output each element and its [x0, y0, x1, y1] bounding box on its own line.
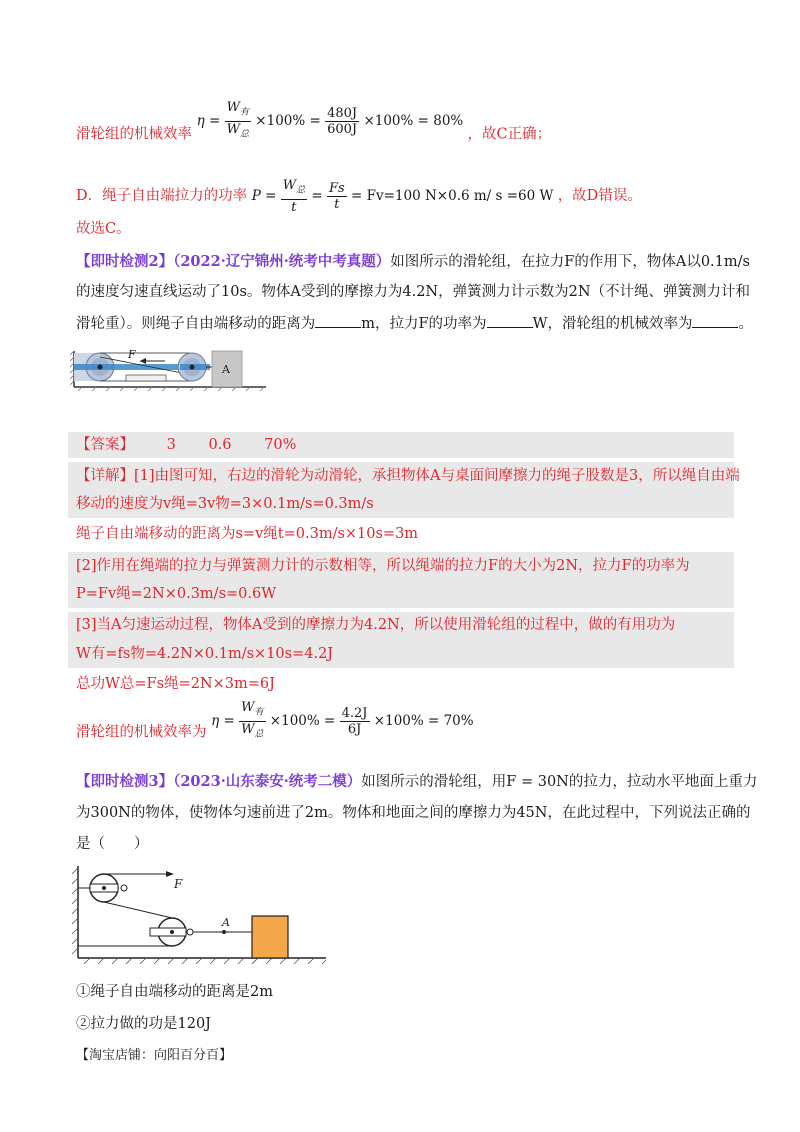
efficiency-line-1: 滑轮组的机械效率 η = $\frac{W_有}{W_总}$ ×100% = $\frac{480J}{600J}$ ×100% = 80% ，故C正确；: [76, 100, 552, 143]
option-d-line: D．绳子自由端拉力的功率 P = $\frac{W_总}{t}$ = $\frac{Fs}{t}$ = Fv=100 N×0.6 m/ s =60 W ，故D错误。: [76, 178, 642, 215]
moving-pulley-axle: [190, 365, 195, 370]
answer-2: 0.6: [208, 437, 232, 453]
q2-line-3: 滑轮重）。则绳子自由端移动的距离为 m，拉力F的功率为 W，滑轮组的机械效率为 。: [76, 313, 753, 334]
ground-hatch: [84, 958, 326, 964]
point-a: [222, 930, 226, 934]
fixed-pulley-axle: [102, 886, 106, 890]
q3-source: （2023·山东泰安·统考二模）: [173, 773, 362, 790]
fraction-w-t: $\frac{W_总}{t}$: [282, 178, 306, 215]
fixed-hook: [121, 885, 127, 891]
q3-line-1: 【即时检测3】（2023·山东泰安·统考二模）如图所示的滑轮组，用F = 30N的拉力，拉动水平地面上重力: [76, 773, 758, 790]
detail-line-2: 移动的速度为v绳=3v物=3×0.1m/s=0.3m/s: [76, 496, 374, 512]
force-arrow-head: [140, 358, 146, 364]
q3-tag: 【即时检测3】: [76, 773, 174, 790]
blank-2: [487, 313, 533, 328]
object-block: [252, 916, 288, 958]
answer-3: 70%: [264, 437, 297, 453]
detail-line-6: [3]当A匀速运动过程，物体A受到的摩擦力为4.2N，所以使用滑轮组的过程中，做的有用功为: [76, 617, 676, 633]
q3-line-2: 为300N的物体，使物体匀速前进了2m。物体和地面之间的摩擦力为45N，在此过程中，下列说法正确的: [76, 805, 751, 821]
detail-line-8: 总功W总=Fs绳=2N×3m=6J: [76, 676, 275, 692]
answer-line: 【答案】 3 0.6 70%: [76, 437, 297, 453]
choose-line: 故选C。: [76, 221, 131, 237]
force-arrow-head: [166, 871, 174, 877]
point-a-label: A: [222, 916, 230, 929]
block-a-label: A: [222, 363, 230, 376]
footer-shop: 【淘宝店铺：向阳百分百】: [76, 1048, 233, 1063]
answer-1: 3: [166, 437, 176, 453]
moving-pulley-axle: [170, 930, 174, 934]
rope-axle-left: [74, 364, 194, 370]
detail-line-9: 滑轮组的机械效率为 η = $\frac{W_有}{W_总}$ ×100% = $\frac{4.2J}{6J}$ ×100% = 70%: [76, 700, 474, 741]
fraction-fs-t: $\frac{Fs}{t}$: [329, 180, 345, 212]
rope-axle-right: [180, 364, 210, 370]
detail-line-5: P=Fv绳=2N×0.3m/s=0.6W: [76, 586, 277, 602]
q2-tag: 【即时检测2】: [76, 253, 174, 270]
blank-1: [315, 313, 361, 328]
q3-option-1: ①绳子自由端移动的距离是2m: [76, 984, 273, 1000]
force-label: F: [128, 348, 136, 361]
force-label: F: [174, 877, 183, 891]
q3-option-2: ②拉力做的功是120J: [76, 1016, 211, 1032]
wall-hatch: [72, 868, 78, 954]
q3-line-3: 是（ ）: [76, 836, 149, 852]
spring-scale: [126, 375, 166, 381]
fraction-w: $\frac{W_有}{W_总}$: [226, 100, 249, 140]
q2-line-2: 的速度匀速直线运动了10s。物体A受到的摩擦力为4.2N，弹簧测力计示数为2N（不计绳、弹簧测力计和: [76, 284, 751, 300]
rope-middle: [104, 902, 172, 918]
detail-line-3: 绳子自由端移动的距离为s=v绳t=0.3m/s×10s=3m: [76, 526, 419, 542]
moving-pulley-frame: [150, 928, 186, 936]
blank-3: [692, 313, 738, 328]
q3-pulley-figure: [70, 862, 330, 970]
moving-hook: [187, 929, 193, 935]
fraction-values-2: $\frac{4.2J}{6J}$: [341, 705, 368, 737]
fraction-w-2: $\frac{W_有}{W_总}$: [241, 700, 264, 740]
detail-line-1: 【详解】[1]由图可知，右边的滑轮为动滑轮，承担物体A与桌面间摩擦力的绳子股数是3，所以绳自由端: [76, 468, 740, 484]
detail-line-7: W有=fs物=4.2N×0.1m/s×10s=4.2J: [76, 646, 334, 662]
fixed-pulley-axle: [98, 365, 103, 370]
fraction-values: $\frac{480J}{600J}$: [327, 105, 358, 137]
q2-source: （2022·辽宁锦州·统考中考真题）: [173, 253, 391, 270]
detail-line-4: [2]作用在绳端的拉力与弹簧测力计的示数相等，所以绳端的拉力F的大小为2N，拉力F的功率为: [76, 558, 690, 574]
q2-line-1: 【即时检测2】（2022·辽宁锦州·统考中考真题）如图所示的滑轮组，在拉力F的作用下，物体A以0.1m/s: [76, 253, 750, 270]
q2-pulley-figure: [70, 345, 270, 407]
